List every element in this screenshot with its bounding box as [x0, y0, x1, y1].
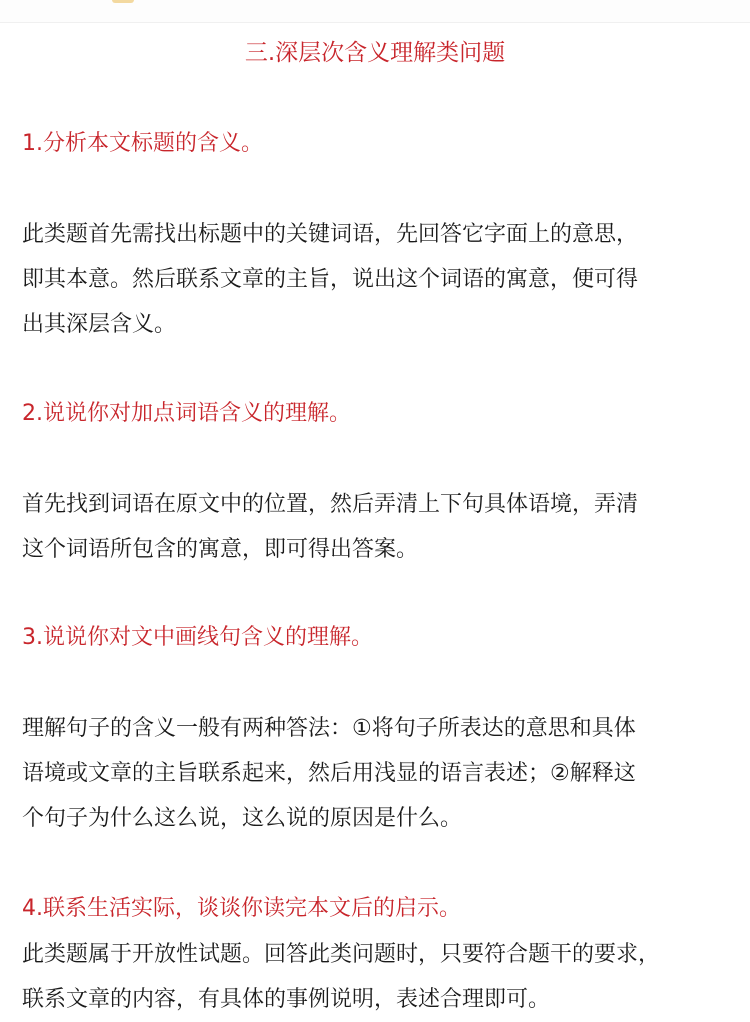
paragraph-line: 语境或文章的主旨联系起来，然后用浅显的语言表述；②解释这 [22, 761, 636, 786]
question-heading-3: 3.说说你对文中画线句含义的理解。 [22, 625, 373, 650]
paragraph-line: 联系文章的内容，有具体的事例说明，表述合理即可。 [22, 987, 551, 1012]
question-heading-1: 1.分析本文标题的含义。 [22, 131, 263, 156]
answer-paragraph-3 [22, 706, 728, 841]
top-decoration [112, 0, 134, 3]
answer-paragraph-4 [22, 932, 728, 1022]
paragraph-line: 此类题首先需找出标题中的关键词语，先回答它字面上的意思， [22, 222, 639, 247]
paragraph-line: 首先找到词语在原文中的位置，然后弄清上下句具体语境，弄清 [22, 492, 639, 517]
top-strip [0, 0, 750, 23]
paragraph-line: 这个词语所包含的寓意，即可得出答案。 [22, 537, 419, 562]
page-title: 三.深层次含义理解类问题 [244, 40, 506, 66]
answer-paragraph-2 [22, 482, 728, 572]
paragraph-line: 即其本意。然后联系文章的主旨，说出这个词语的寓意，便可得 [22, 267, 639, 292]
paragraph-line: 此类题属于开放性试题。回答此类问题时，只要符合题干的要求， [22, 942, 661, 967]
paragraph-line: 个句子为什么这么说，这么说的原因是什么。 [22, 806, 463, 831]
paragraph-line: 理解句子的含义一般有两种答法：①将句子所表达的意思和具体 [22, 716, 636, 741]
question-heading-2: 2.说说你对加点词语含义的理解。 [22, 401, 351, 426]
answer-paragraph-1 [22, 212, 728, 347]
question-heading-4: 4.联系生活实际，谈谈你读完本文后的启示。 [22, 896, 461, 921]
paragraph-line: 出其深层含义。 [22, 312, 177, 337]
